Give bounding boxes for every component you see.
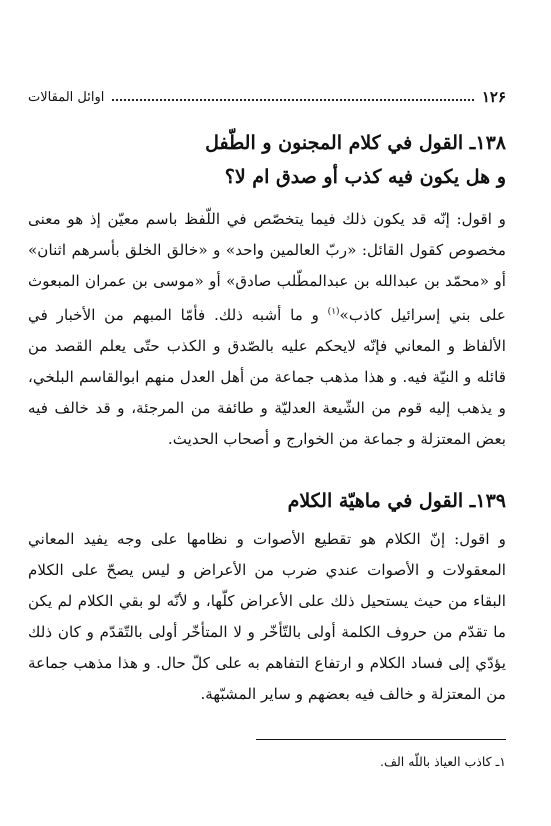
section-138-title-line2: و هل يكون فيه كذب أو صدق ام لا؟	[224, 166, 506, 188]
section-138-text-before-note: و اقول: إنّه قد يكون ذلك فيما يتخصّص في اللّفظ باسم معيّن إذ هو معنى مخصوص كقول القائل: «ربّ العالمين واحد» و «خالق الخلق بأسرهم اثنان» أو «محمّد بن عبدالله بن عبدالمطّلب صادق» أو «موسى بن عمران المبعوث على بني إسرائيل كاذب»	[28, 210, 506, 325]
footnote: ١ـ كاذب العياذ باللّه الف.	[380, 754, 506, 769]
footnote-separator	[256, 739, 506, 740]
page-number: ١٢۶	[481, 88, 506, 106]
section-139-body	[28, 524, 506, 710]
footnote-reference: (١)	[327, 307, 340, 317]
section-138-body	[28, 204, 506, 455]
section-139-title: ١٣٩ـ القول في ماهيّة الكلام	[287, 490, 506, 512]
page-header	[28, 84, 506, 110]
section-138-text-after-note: و ما أشبه ذلك. فأمّا المبهم من الأخبار في الألفاظ و المعاني فإنّه لايحكم عليه بالصّدق و الكذب حتّى يعلم القصد من قائله و النيّة فيه. و هذا مذهب جماعة من أهل العدل منهم ابوالقاسم البلخي، و يذهب إليه قوم من الشّيعة العدليّة و طائفة من المرجئة، و قد خالف فيه بعض المعتزلة و جماعة من الخوارج و أصحاب الحديث.	[28, 306, 506, 449]
section-138-title-line1: ١٣٨ـ القول في كلام المجنون و الطّفل	[205, 132, 506, 154]
section-139-paragraph: و اقول: إنّ الكلام هو تقطيع الأصوات و نظامها على وجه يفيد المعاني المعقولات و الأصوات عندي ضرب من الأعراض و ليس يصحّ على الكلام البقاء من حيث يستحيل ذلك على الأعراض كلّها، و لأنّه لو بقي الكلام لم يكن ما تقدّم من حروف الكلمة أولى بالتّأخّر و لا المتأخّر أولى بالتّقدّم و كان ذلك يؤدّي إلى فساد الكلام و ارتفاع التفاهم به على كلّ حال. و هذا مذهب جماعة من المعتزلة و خالف فيه بعضهم و ساير المشبّهة.	[28, 530, 506, 703]
section-138-paragraph	[28, 204, 506, 455]
running-title: اوائل المقالات	[28, 89, 105, 105]
header-dot-leader	[112, 98, 473, 101]
